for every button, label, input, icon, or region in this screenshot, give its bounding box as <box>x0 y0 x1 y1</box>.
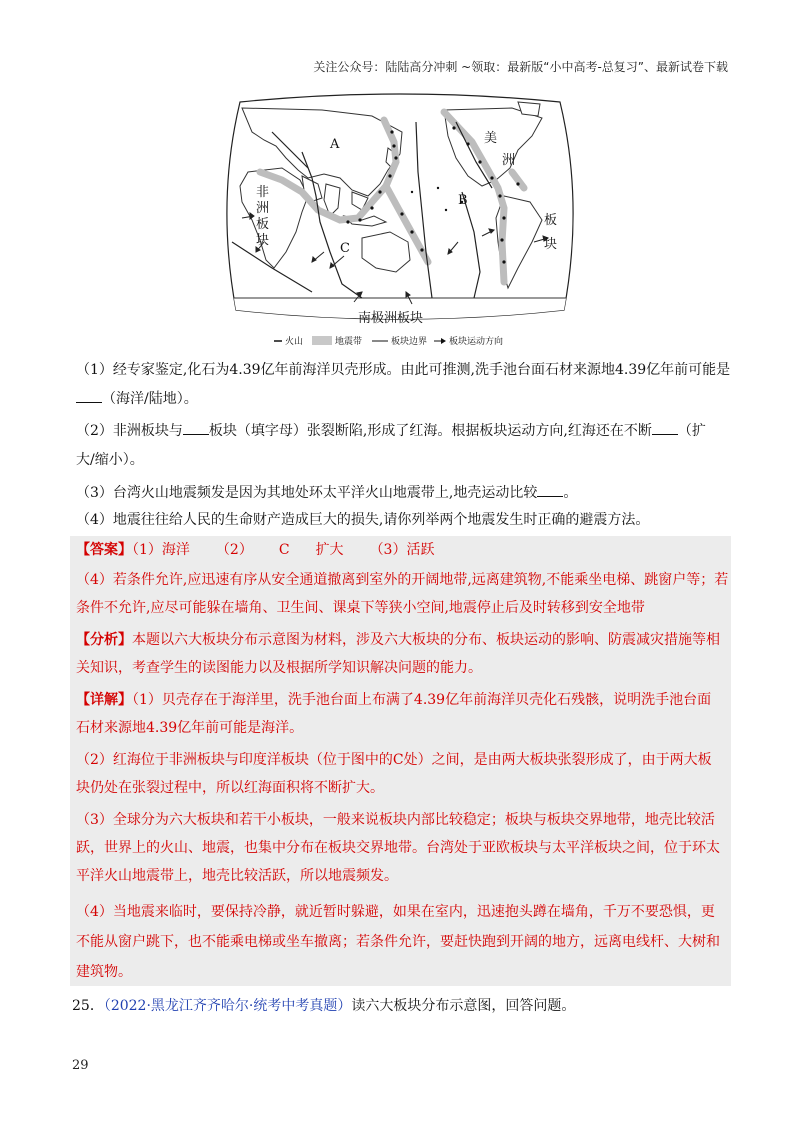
answer-blank[interactable] <box>76 388 102 403</box>
label-america-1: 美 <box>484 131 498 146</box>
map-legend <box>274 335 503 347</box>
detail-2-line-2: 块仍处在张裂过程中，所以红海面积将不断扩大。 <box>76 780 384 796</box>
label-america-4: 块 <box>544 237 558 252</box>
label-b: B <box>458 193 468 208</box>
answer-4-line-2: 条件不允许,应尽可能躲在墙角、卫生间、课桌下等狭小空间,地震停止后及时转移到安全地带 <box>76 600 645 616</box>
question-2-line-2: 大/缩小）。 <box>76 452 144 468</box>
label-c: C <box>340 241 350 256</box>
legend-volcano: 火山 <box>285 337 304 347</box>
plate-map-svg <box>212 92 588 350</box>
answer-blank[interactable] <box>652 420 678 435</box>
detail-3-line-2: 跃，世界上的火山、地震，也集中分布在板块交界地带。台湾处于亚欧板块与太平洋板块之间，位于环太 <box>76 840 720 856</box>
legend-motion: 板块运动方向 <box>449 337 504 347</box>
question-4: （4）地震往往给人民的生命财产造成巨大的损失,请你列举两个地震发生时正确的避震方法。 <box>76 512 650 528</box>
detail-1-line-2: 石材来源地4.39亿年前可能是海洋。 <box>76 720 304 736</box>
label-america-2: 洲 <box>502 153 516 168</box>
label-a: A <box>330 137 340 152</box>
analysis-line-2: 关知识，考查学生的读图能力以及根据所学知识解决问题的能力。 <box>76 660 482 676</box>
detail-4-line-3: 建筑物。 <box>76 964 132 980</box>
label-africa-2: 洲 <box>256 201 270 216</box>
plate-map-figure <box>212 92 588 350</box>
label-africa-4: 块 <box>256 233 270 248</box>
legend-boundary: 板块边界 <box>391 337 428 347</box>
answer-blank[interactable] <box>183 420 209 435</box>
detail-1-line-1: 【详解】（1）贝壳存在于海洋里，洗手池台面上布满了4.39亿年前海洋贝壳化石残骸，说明洗手池台面 <box>76 692 712 708</box>
answer-4-line-1: （4）若条件允许,应迅速有序从安全通道撤离到室外的开阔地带,远离建筑物,不能乘坐电梯、跳窗户等；若 <box>76 572 729 588</box>
legend-quake: 地震带 <box>335 337 363 347</box>
question-25: 25．（2022·黑龙江齐齐哈尔·统考中考真题）读六大板块分布示意图，回答问题。 <box>72 998 576 1014</box>
question-3: （3）台湾火山地震频发是因为其地处环太平洋火山地震带上,地壳运动比较 。 <box>76 482 577 503</box>
detail-2-line-1: （2）红海位于非洲板块与印度洋板块（位于图中的C处）之间，是由两大板块张裂形成了，由于两大板 <box>76 752 712 768</box>
label-america-3: 板 <box>544 213 558 228</box>
question-2-line-1: （2）非洲板块与 板块（填字母）张裂断陷,形成了红海。根据板块运动方向,红海还在不断 （扩 <box>76 420 706 441</box>
label-africa-3: 板 <box>256 217 270 232</box>
label-africa-1: 非 <box>256 185 270 200</box>
header-note: 关注公众号：陆陆高分冲刺 ~领取：最新版“小中高考-总复习”、最新试卷下载 <box>313 60 728 74</box>
question-source: （2022·黑龙江齐齐哈尔·统考中考真题） <box>103 998 352 1014</box>
detail-3-line-1: （3）全球分为六大板块和若干小板块，一般来说板块内部比较稳定；板块与板块交界地带，地壳比较活 <box>76 812 715 828</box>
question-1-line-2: （海洋/陆地）。 <box>76 388 198 409</box>
detail-4-line-2: 不能从窗户跳下，也不能乘电梯或坐车撤离；若条件允许，要赶快跑到开阔的地方，远离电线杆、大树和 <box>76 934 720 950</box>
label-antarctic: 南极洲板块 <box>358 311 424 326</box>
analysis-line-1: 【分析】本题以六大板块分布示意图为材料，涉及六大板块的分布、板块运动的影响、防震减灾措施等相 <box>76 632 720 648</box>
detail-3-line-3: 平洋火山地震带上，地壳比较活跃，所以地震频发。 <box>76 868 398 884</box>
answer-blank[interactable] <box>537 482 563 497</box>
page-number: 29 <box>72 1058 89 1073</box>
detail-4-line-1: （4）当地震来临时，要保持冷静，就近暂时躲避，如果在室内，迅速抱头蹲在墙角，千万不要恐惧，更 <box>76 904 715 920</box>
question-1-line-1: （1）经专家鉴定,化石为4.39亿年前海洋贝壳形成。由此可推测,洗手池台面石材来源地4.39亿年前可能是 <box>76 362 731 378</box>
answer-summary: 【答案】（1）海洋 （2） C 扩大 （3）活跃 <box>76 542 435 558</box>
